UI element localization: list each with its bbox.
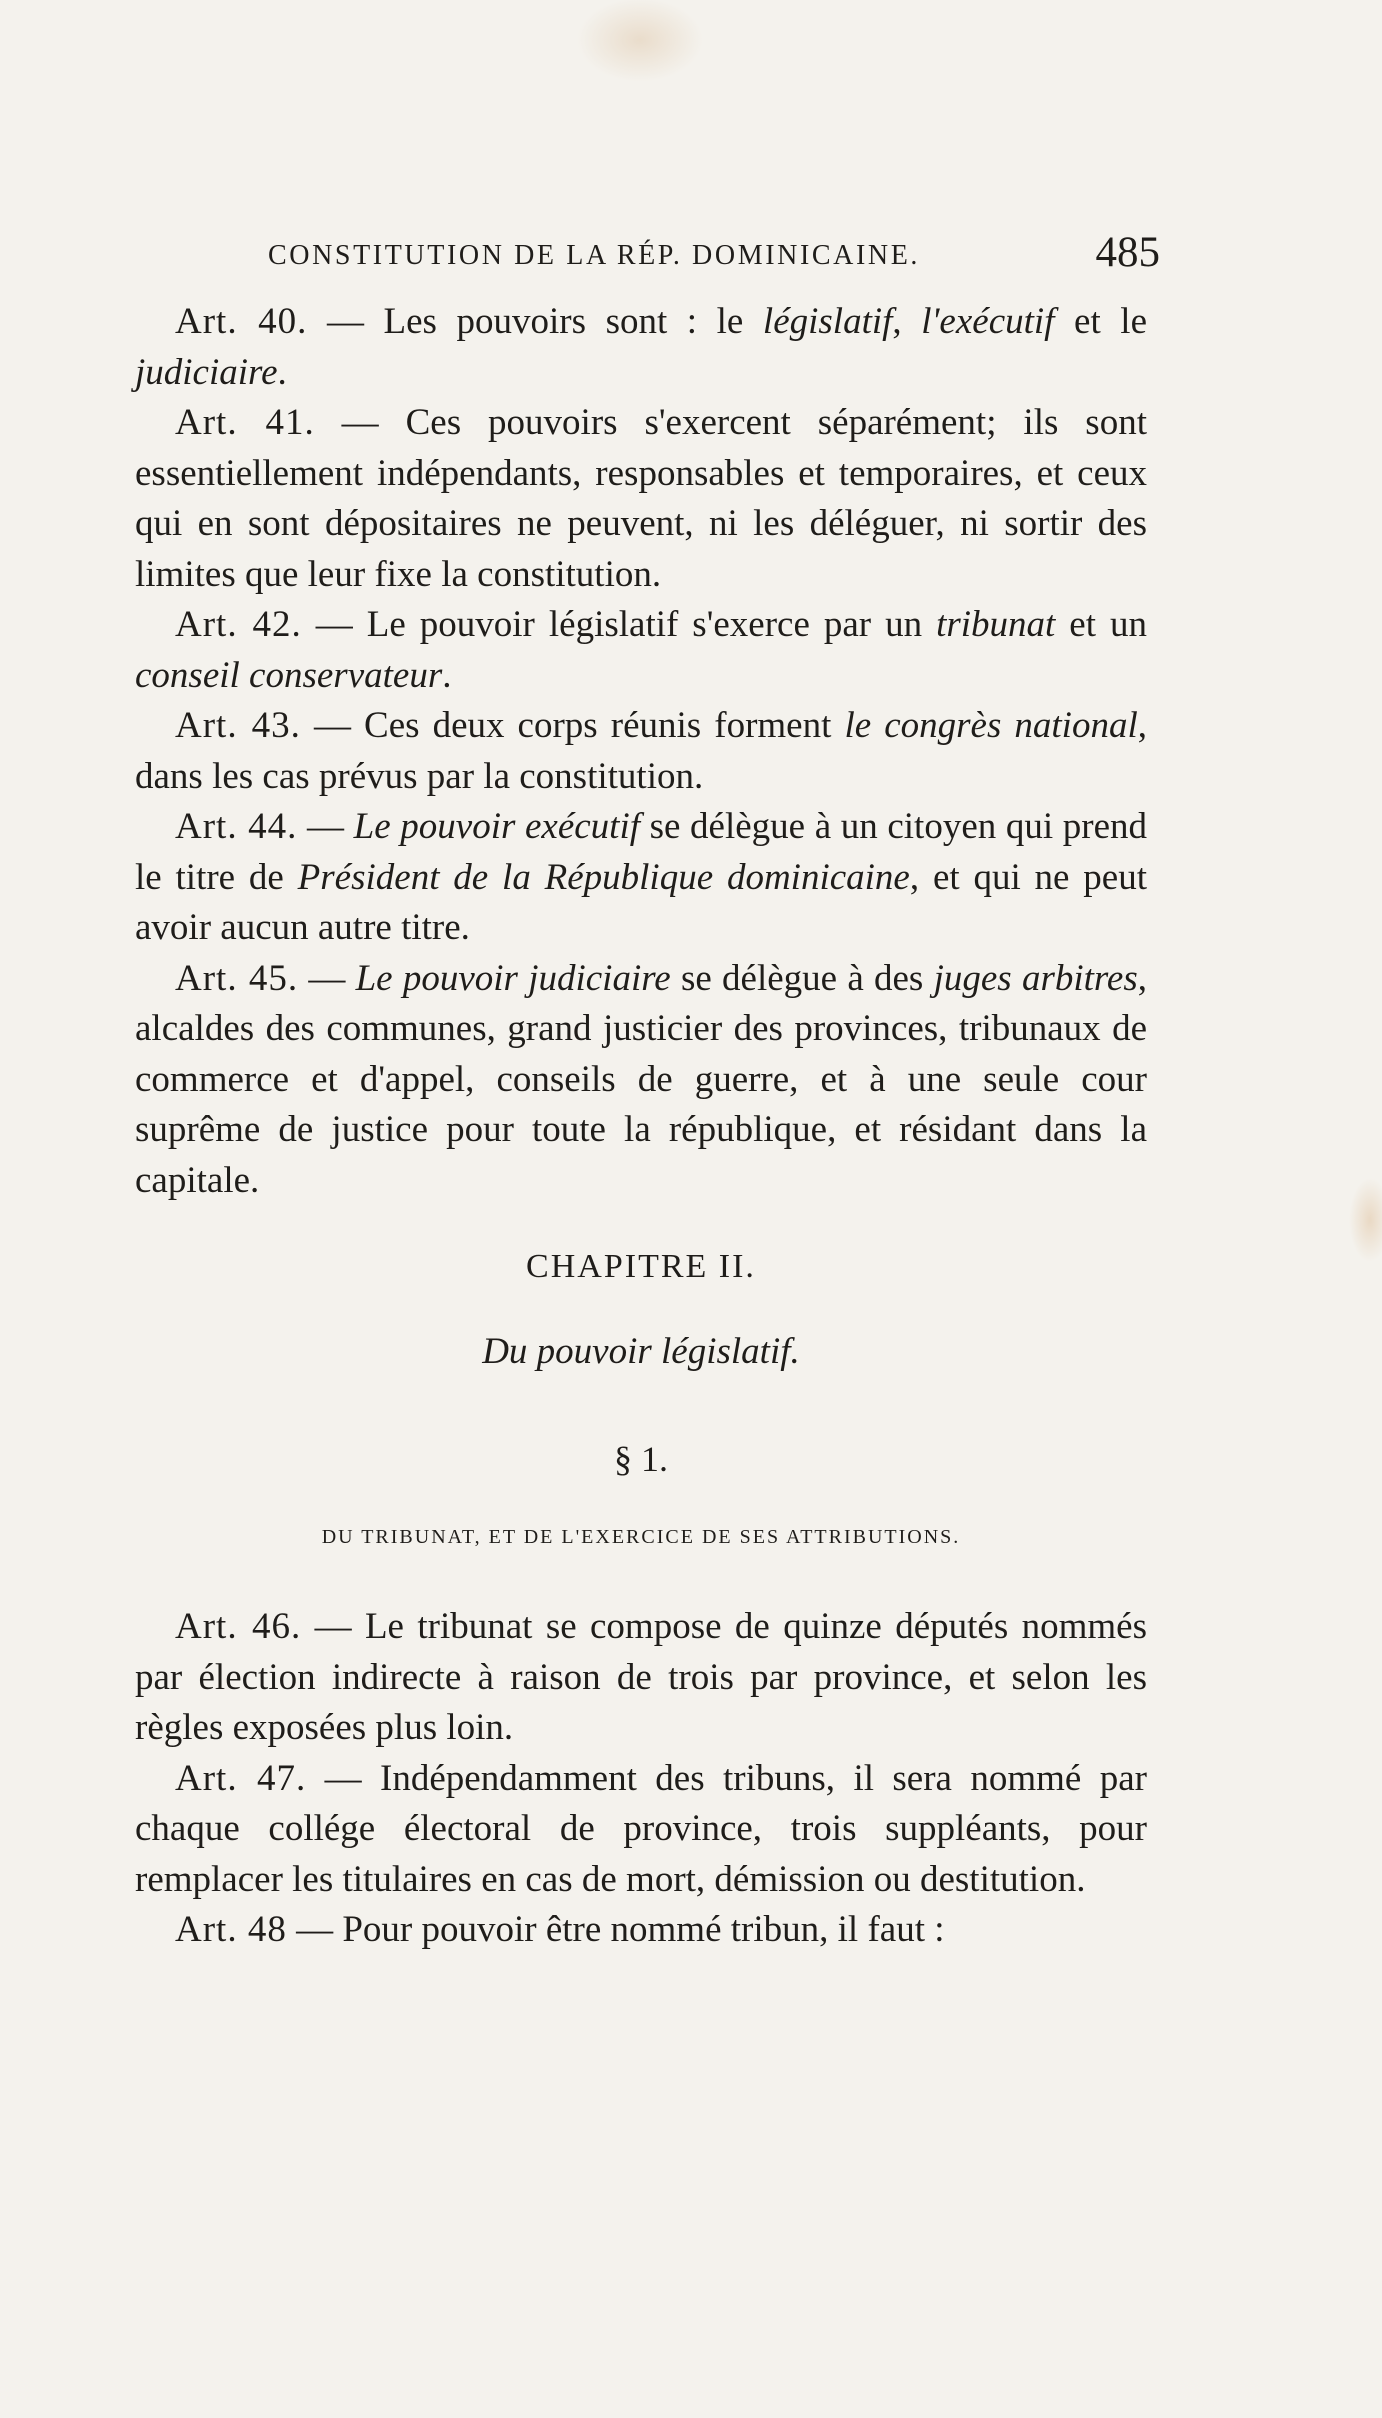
article-text: — Pour pouvoir être nommé tribun, il faut : bbox=[286, 1909, 945, 1950]
article-text: se délègue à des bbox=[670, 957, 934, 999]
article-text: se délègue à un citoyen qui prend le titre de bbox=[135, 806, 1147, 898]
article-emphasis: tribunat bbox=[936, 604, 1056, 645]
article-text: — Ces pouvoirs s'exercent séparément; ils sont essentiellement indépendants, responsables et temporaires, et ceux qui en sont dépositaires ne peuvent, ni les déléguer, ni sortir des limites que leur fixe la constitution. bbox=[135, 402, 1147, 595]
article-emphasis: législatif bbox=[762, 301, 893, 342]
article-emphasis: conseil conservateur bbox=[135, 654, 443, 696]
article-text: — bbox=[298, 957, 356, 999]
article-emphasis: juges arbitres bbox=[933, 957, 1138, 999]
articles-block-chapter-1 bbox=[135, 297, 1147, 1206]
article-text: — bbox=[297, 806, 354, 847]
article-label: Art. 41. bbox=[175, 402, 315, 443]
section-title: DU TRIBUNAT, ET DE L'EXERCICE DE SES ATTRIBUTIONS. bbox=[321, 1526, 961, 1548]
article-text: — Les pouvoirs sont : le bbox=[307, 301, 763, 342]
article-emphasis: Le pouvoir exécutif bbox=[353, 806, 641, 847]
article-paragraph bbox=[135, 1754, 1147, 1906]
article-paragraph bbox=[135, 600, 1147, 701]
article-label: Art. 46. bbox=[175, 1606, 302, 1647]
article-text: et le bbox=[1054, 301, 1147, 342]
running-head bbox=[268, 222, 1160, 282]
article-emphasis: judiciaire bbox=[135, 351, 278, 393]
article-label: Art. 40. bbox=[175, 301, 308, 342]
article-text: , et qui ne peut avoir aucun autre titre. bbox=[135, 856, 1148, 948]
article-emphasis: Le pouvoir judiciaire bbox=[355, 957, 671, 999]
article-paragraph bbox=[135, 297, 1147, 398]
article-paragraph bbox=[135, 398, 1147, 600]
page-number: 485 bbox=[1095, 229, 1160, 276]
chapter-subtitle: Du pouvoir législatif. bbox=[482, 1331, 800, 1372]
article-text: . bbox=[277, 351, 287, 393]
article-label: Art. 45. bbox=[175, 957, 299, 999]
article-label: Art. 42. bbox=[175, 604, 302, 645]
running-title: CONSTITUTION DE LA RÉP. DOMINICAINE. bbox=[268, 240, 921, 271]
article-emphasis: le congrès national bbox=[844, 705, 1138, 746]
article-label: Art. 48 bbox=[175, 1909, 287, 1950]
article-text: et un bbox=[1055, 604, 1147, 645]
section-mark: § 1. bbox=[614, 1439, 668, 1479]
articles-block-chapter-2 bbox=[135, 1602, 1147, 1956]
article-emphasis: l'exécutif bbox=[921, 301, 1055, 342]
article-text: , dans les cas prévus par la constitution. bbox=[135, 705, 1147, 797]
article-text: , bbox=[892, 301, 922, 342]
article-text: . bbox=[442, 654, 452, 696]
article-emphasis: Président de la République dominicaine bbox=[297, 856, 910, 898]
article-paragraph bbox=[135, 701, 1147, 802]
article-paragraph bbox=[135, 954, 1147, 1207]
article-paragraph bbox=[135, 1905, 1147, 1956]
article-label: Art. 47. bbox=[175, 1757, 307, 1799]
article-paragraph bbox=[135, 802, 1147, 954]
chapter-title: CHAPITRE II. bbox=[526, 1248, 756, 1285]
article-text: — Le tribunat se compose de quinze députés nommés par élection indirecte à raison de trois par province, et selon les règles exposées plus loin. bbox=[135, 1606, 1147, 1748]
article-text: — Le pouvoir législatif s'exerce par un bbox=[301, 604, 937, 645]
article-text: , alcaldes des communes, grand justicier des provinces, tribunaux de commerce et d'appel, conseils de guerre, et à une seule cour suprême de justice pour toute la république, et résidant dans la capitale. bbox=[135, 957, 1148, 1201]
article-paragraph bbox=[135, 1602, 1147, 1754]
article-label: Art. 43. bbox=[175, 705, 301, 746]
article-label: Art. 44. bbox=[175, 806, 298, 847]
article-text: — Ces deux corps réunis forment bbox=[300, 705, 845, 746]
article-text: — Indépendamment des tribuns, il sera nommé par chaque collége électoral de province, trois suppléants, pour remplacer les titulaires en cas de mort, démission ou destitution. bbox=[135, 1757, 1147, 1900]
